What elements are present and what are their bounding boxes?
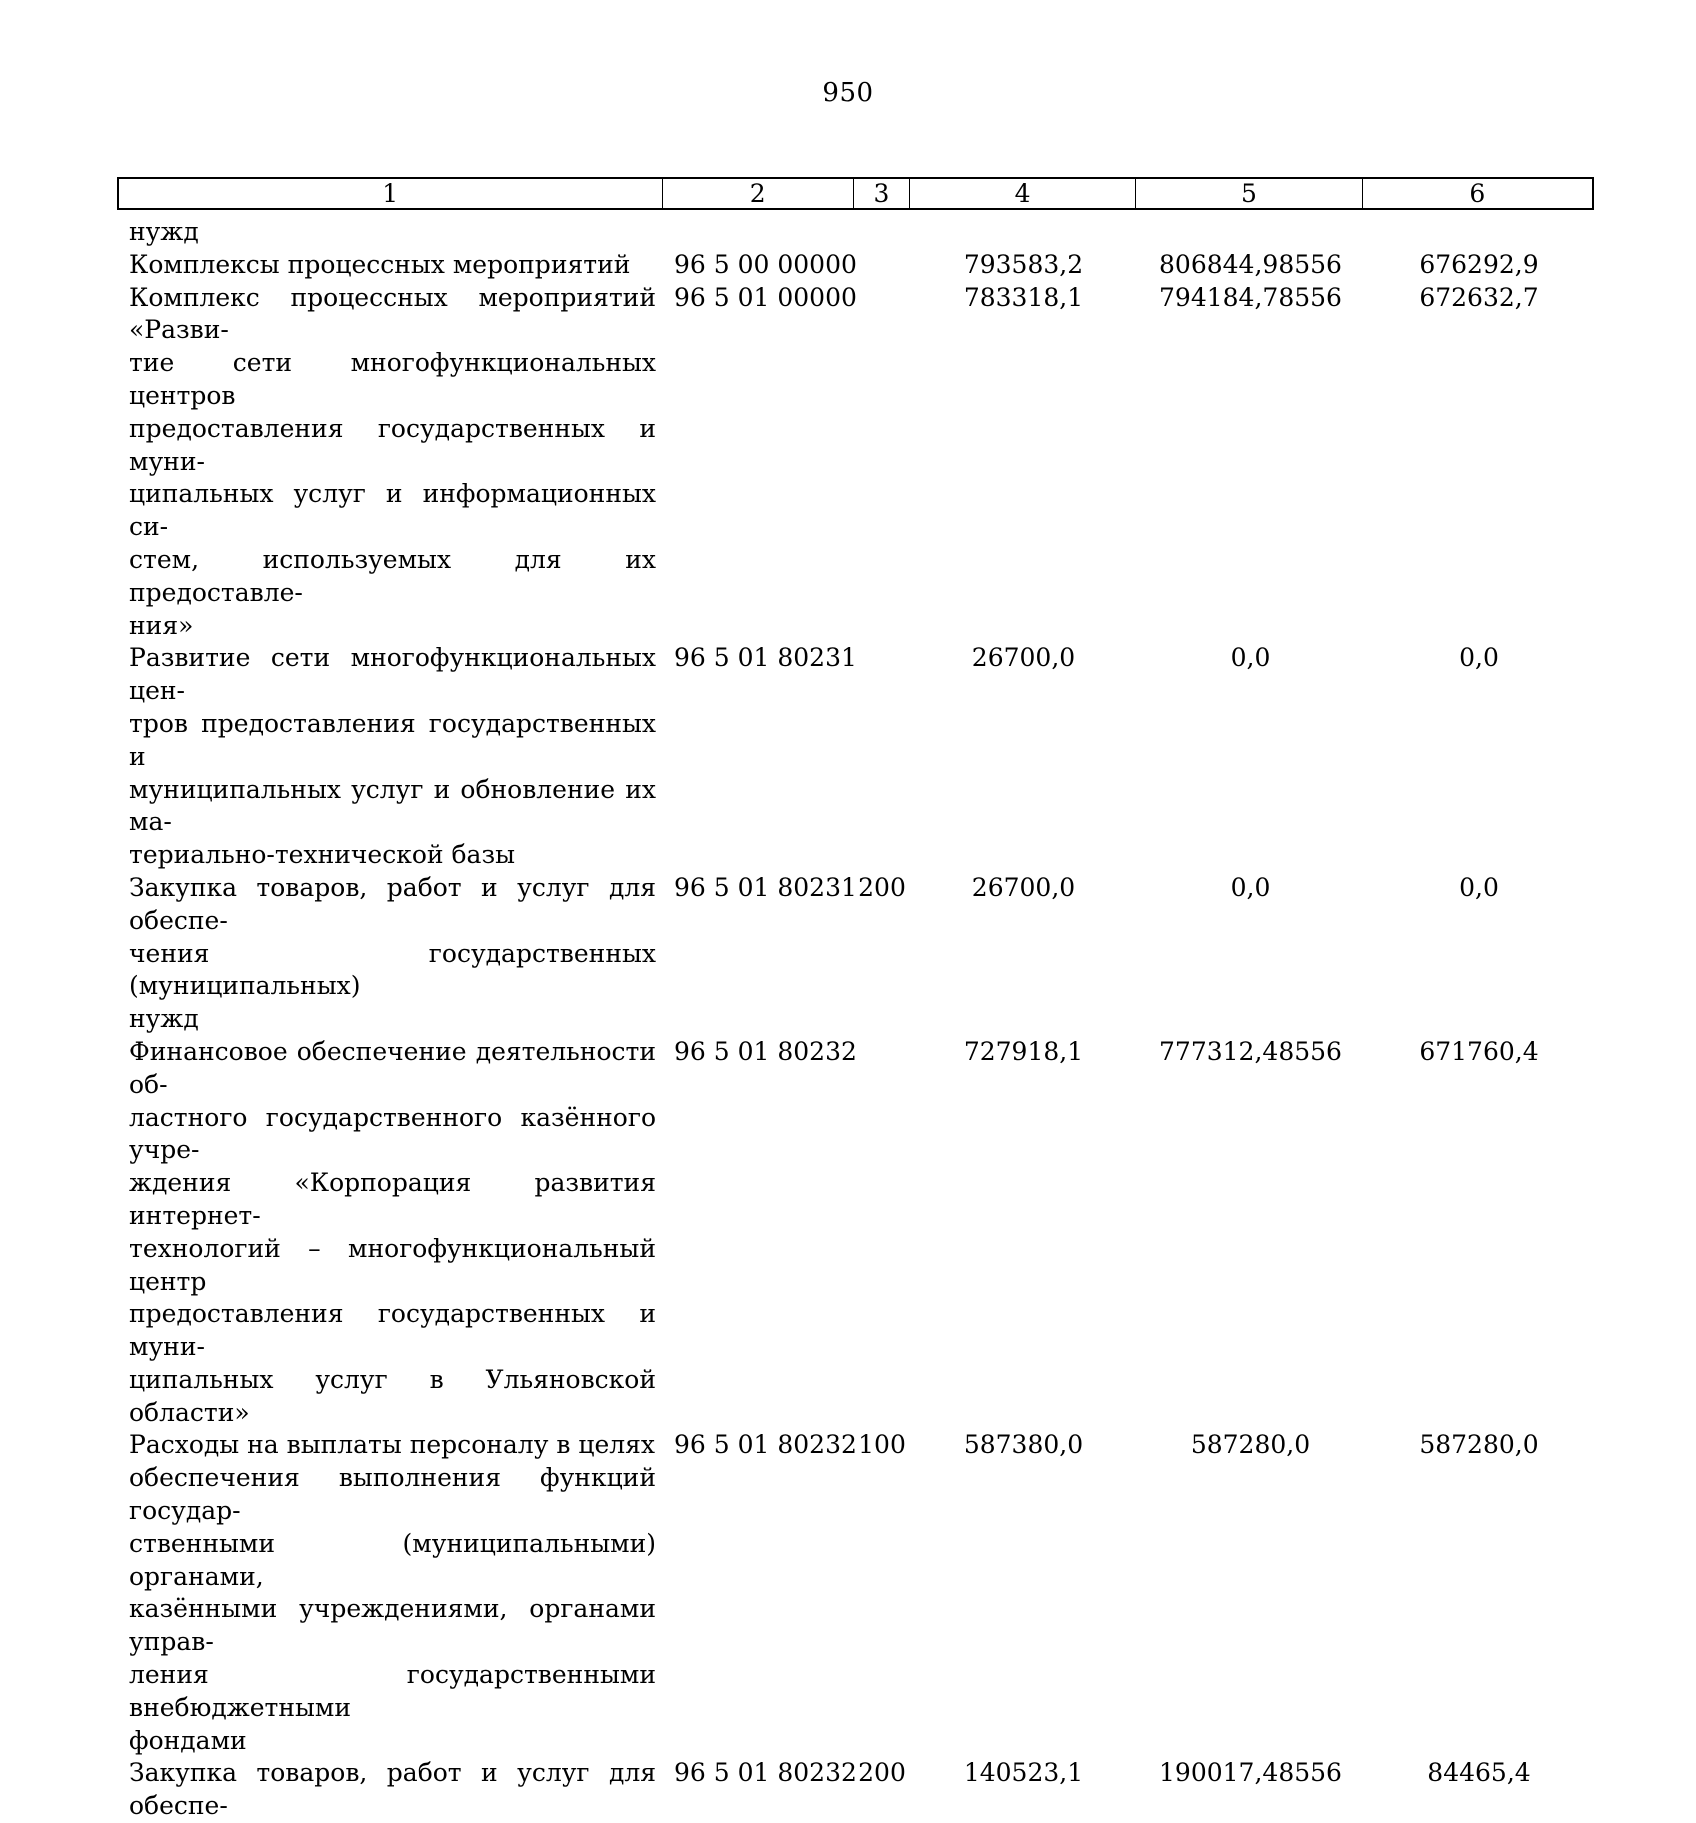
description-line: ципальных услуг в Ульяновской области» bbox=[129, 1364, 656, 1427]
table-row bbox=[117, 216, 1594, 249]
description-line: Закупка товаров, работ и услуг для обеспе- bbox=[129, 872, 656, 935]
description-line: Развитие сети многофункциональных цен- bbox=[129, 643, 656, 706]
description-line: стем, используемых для их предоставле- bbox=[129, 544, 656, 607]
row-value-4: 140523,1 bbox=[963, 1758, 1084, 1788]
row-code: 96 5 00 00000 bbox=[674, 249, 857, 279]
row-value-6: 671760,4 bbox=[1419, 1036, 1539, 1066]
table-row bbox=[117, 642, 1594, 872]
table-row bbox=[117, 282, 1594, 643]
table-row bbox=[117, 1036, 1594, 1430]
row-description bbox=[117, 282, 662, 643]
row-value-5: 777312,48556 bbox=[1159, 1036, 1342, 1066]
row-code: 96 5 01 80232 bbox=[674, 1036, 857, 1066]
row-value-6: 84465,4 bbox=[1427, 1758, 1531, 1788]
description-line: Расходы на выплаты персоналу в целях bbox=[129, 1430, 655, 1460]
description-line: казёнными учреждениями, органами управ- bbox=[129, 1594, 656, 1657]
description-line: технологий – многофункциональный центр bbox=[129, 1233, 656, 1296]
description-line: ственными (муниципальными) органами, bbox=[129, 1528, 656, 1591]
row-code: 96 5 01 80231 bbox=[674, 643, 857, 673]
row-description bbox=[117, 1429, 662, 1757]
table-row bbox=[117, 1757, 1594, 1823]
table-body bbox=[117, 216, 1594, 1823]
description-line: Комплексы процессных мероприятий bbox=[129, 249, 631, 279]
row-code: 96 5 01 80231 bbox=[674, 872, 857, 902]
row-value-5: 190017,48556 bbox=[1159, 1758, 1342, 1788]
header-col-6: 6 bbox=[1469, 179, 1486, 208]
description-line: Закупка товаров, работ и услуг для обеспе- bbox=[129, 1758, 656, 1821]
row-value-4: 26700,0 bbox=[971, 872, 1076, 902]
description-line: териально-технической базы bbox=[129, 840, 515, 870]
table-row bbox=[117, 1429, 1594, 1757]
row-value-5: 587280,0 bbox=[1190, 1430, 1311, 1460]
description-line: ластного государственного казённого учре- bbox=[129, 1102, 656, 1165]
row-description bbox=[117, 216, 662, 249]
header-col-5: 5 bbox=[1136, 179, 1362, 208]
row-code: 96 5 01 80232 bbox=[674, 1758, 857, 1788]
row-description bbox=[117, 1757, 662, 1823]
description-line: предоставления государственных и муни- bbox=[129, 413, 656, 476]
description-line: ния» bbox=[129, 610, 194, 640]
row-value-6: 676292,9 bbox=[1419, 249, 1539, 279]
row-description bbox=[117, 1036, 662, 1430]
table-row bbox=[117, 872, 1594, 1036]
table-row bbox=[117, 249, 1594, 282]
description-line: тров предоставления государственных и bbox=[129, 708, 656, 771]
description-line: фондами bbox=[129, 1725, 247, 1755]
row-code: 96 5 01 80232 bbox=[674, 1430, 857, 1460]
header-col-4: 4 bbox=[910, 179, 1136, 208]
description-line: предоставления государственных и муни- bbox=[129, 1299, 656, 1362]
row-value-6: 587280,0 bbox=[1419, 1430, 1539, 1460]
description-line: ления государственными внебюджетными bbox=[129, 1660, 656, 1722]
row-description bbox=[117, 642, 662, 872]
row-value-4: 783318,1 bbox=[963, 282, 1084, 312]
row-value-5: 794184,78556 bbox=[1159, 282, 1342, 312]
row-expense-type: 100 bbox=[858, 1430, 906, 1460]
row-value-4: 587380,0 bbox=[963, 1430, 1084, 1460]
description-line: обеспечения выполнения функций государ- bbox=[129, 1463, 656, 1526]
table-header bbox=[117, 177, 1594, 210]
page-number: 950 bbox=[822, 78, 874, 108]
row-value-5: 806844,98556 bbox=[1159, 249, 1342, 279]
row-value-6: 0,0 bbox=[1459, 872, 1499, 902]
description-line: нужд bbox=[129, 1004, 199, 1034]
header-col-1: 1 bbox=[119, 179, 663, 208]
row-code: 96 5 01 00000 bbox=[674, 282, 857, 312]
row-value-4: 26700,0 bbox=[971, 643, 1076, 673]
description-line: ципальных услуг и информационных си- bbox=[129, 479, 656, 542]
row-description bbox=[117, 872, 662, 1036]
description-line: Комплекс процессных мероприятий «Разви- bbox=[129, 282, 656, 345]
description-line: чения государственных (муниципальных) bbox=[129, 938, 656, 1001]
row-expense-type: 200 bbox=[858, 872, 906, 902]
row-value-6: 0,0 bbox=[1459, 643, 1499, 673]
description-line: Финансовое обеспечение деятельности об- bbox=[129, 1036, 656, 1099]
row-value-6: 672632,7 bbox=[1419, 282, 1539, 312]
row-value-5: 0,0 bbox=[1230, 643, 1271, 673]
row-value-4: 793583,2 bbox=[963, 249, 1084, 279]
description-line: тие сети многофункциональных центров bbox=[129, 348, 656, 410]
description-line: нужд bbox=[129, 217, 199, 246]
header-col-2: 2 bbox=[663, 179, 854, 208]
row-value-4: 727918,1 bbox=[963, 1036, 1084, 1066]
description-line: ждения «Корпорация развития интернет- bbox=[129, 1168, 656, 1230]
description-line: муниципальных услуг и обновление их ма- bbox=[129, 774, 656, 837]
row-description bbox=[117, 249, 662, 282]
header-col-3: 3 bbox=[854, 179, 910, 208]
row-expense-type: 200 bbox=[858, 1758, 906, 1788]
row-value-5: 0,0 bbox=[1230, 872, 1271, 902]
